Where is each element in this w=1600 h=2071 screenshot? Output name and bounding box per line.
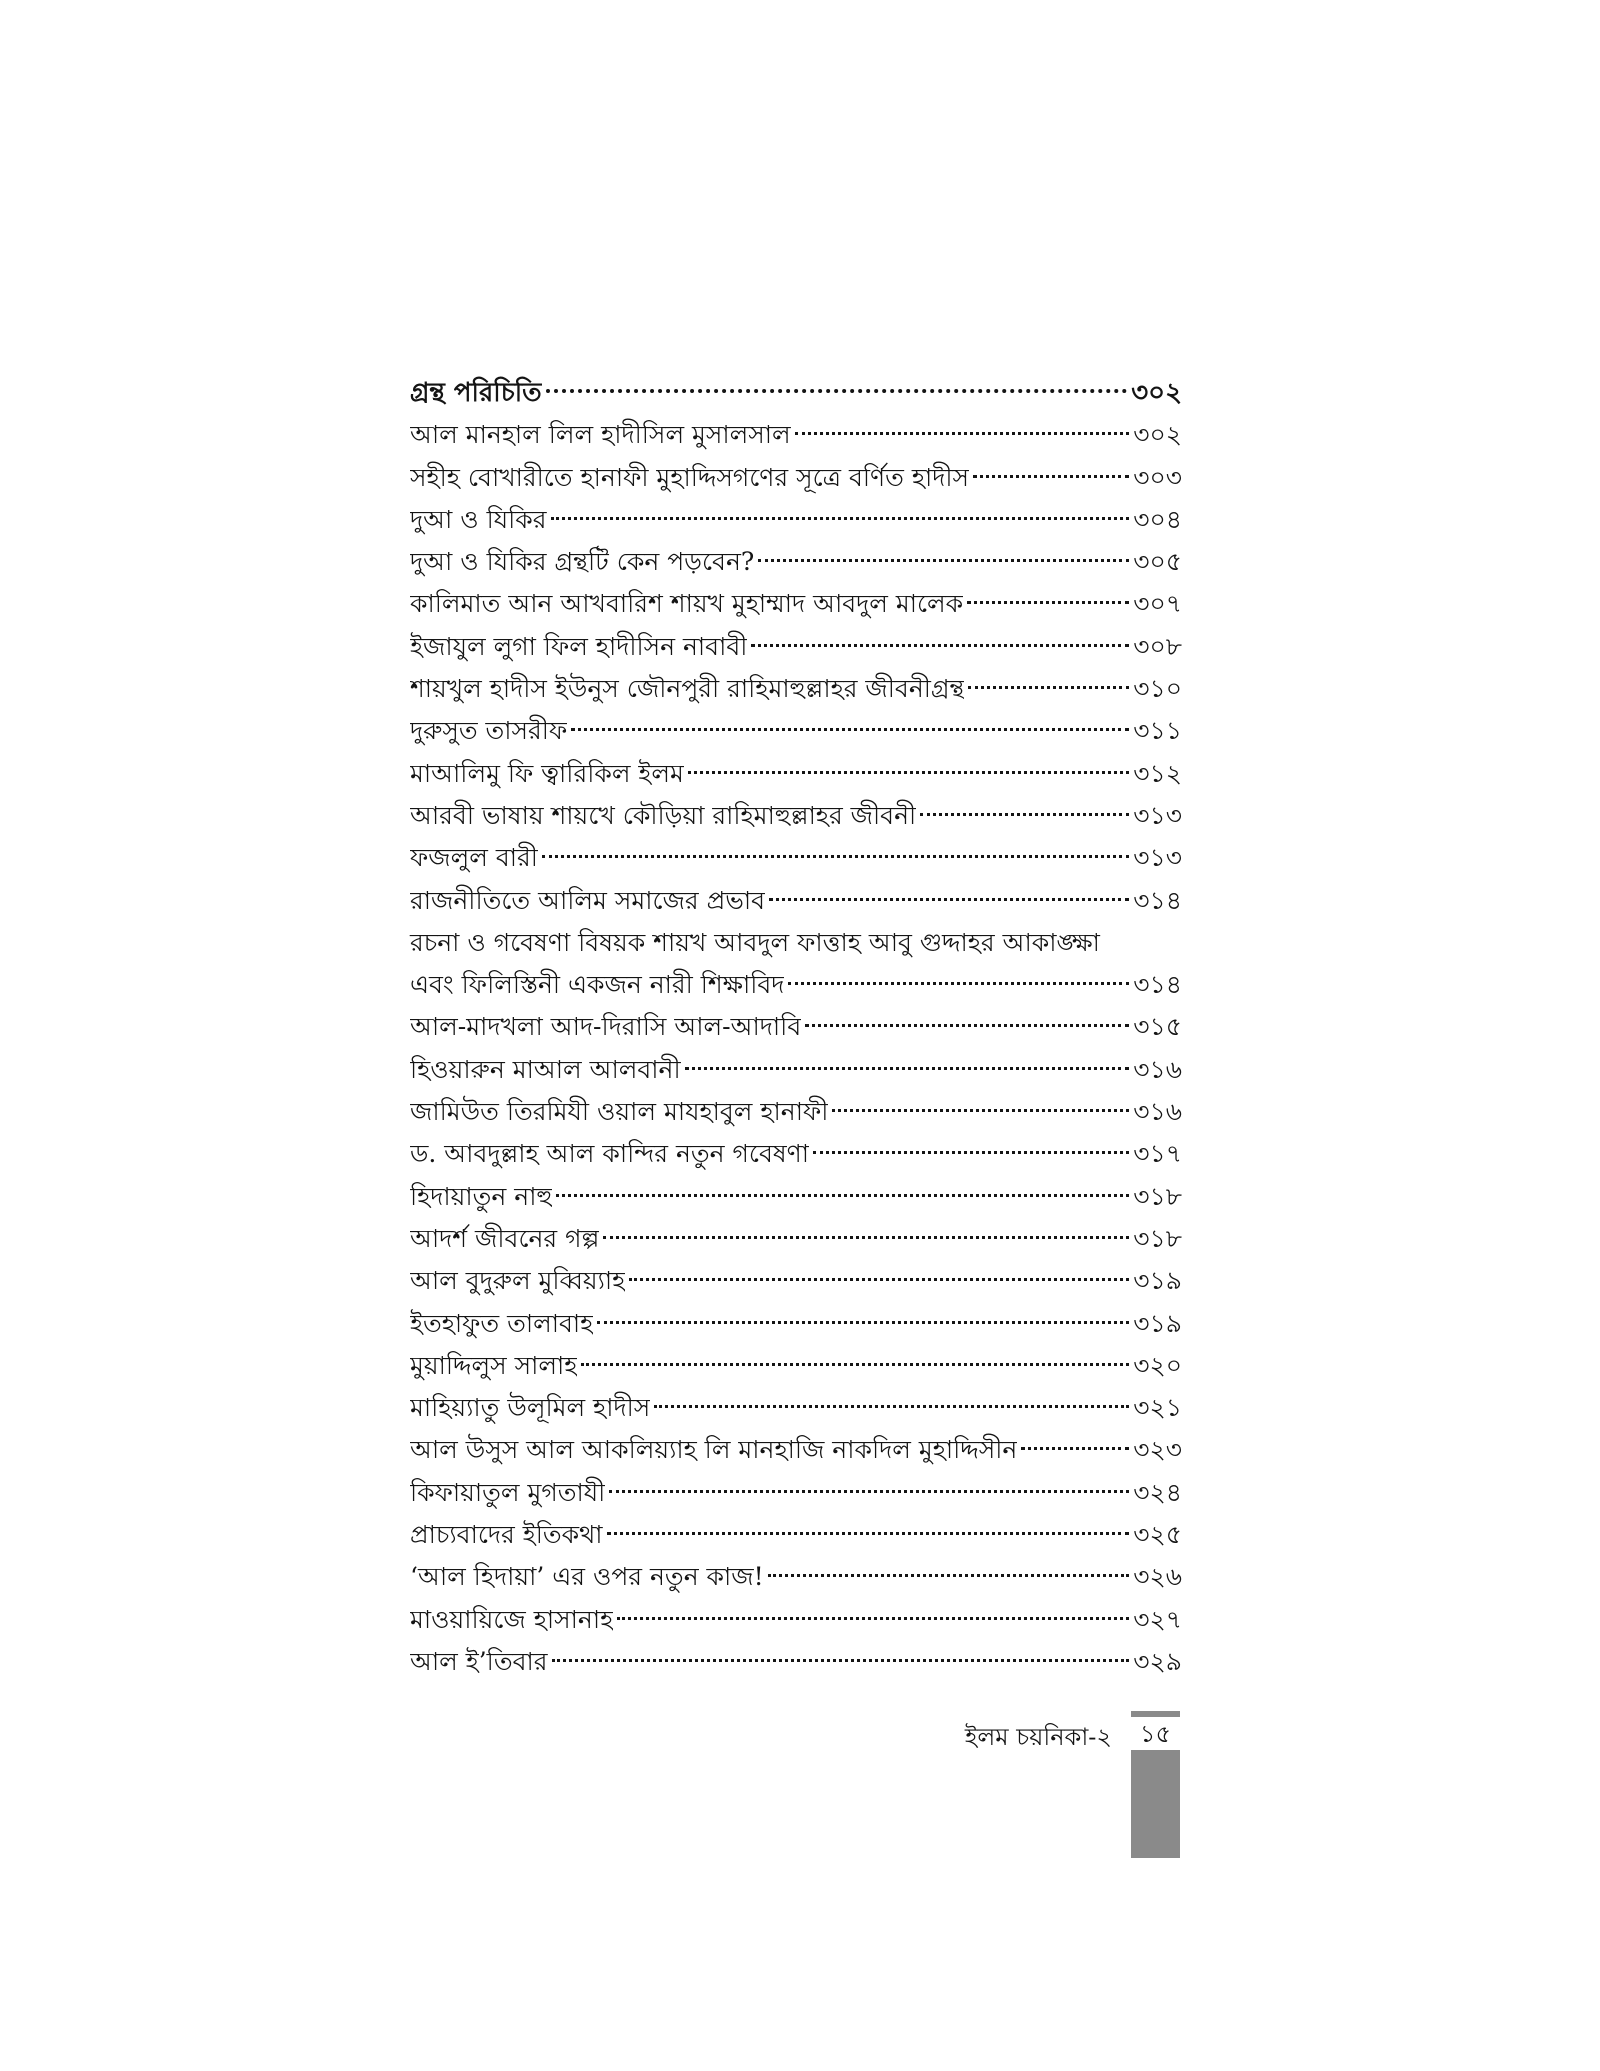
toc-entry-page: ৩১৩ xyxy=(1133,843,1182,873)
toc-entry-title: প্রাচ্যবাদের ইতিকথা xyxy=(410,1520,603,1550)
toc-leader-dots xyxy=(758,559,1129,562)
toc-section-heading xyxy=(410,372,1182,414)
toc-entry-page: ৩১০ xyxy=(1133,674,1182,704)
toc-leader-dots xyxy=(795,432,1130,435)
toc-entry-title: শায়খুল হাদীস ইউনুস জৌনপুরী রাহিমাহুল্লাহর জীবনীগ্রন্থ xyxy=(410,674,965,704)
toc-entry xyxy=(410,1472,1182,1514)
toc-entry-title: মাহিয়্যাতু উলূমিল হাদীস xyxy=(410,1393,651,1423)
toc-leader-dots xyxy=(768,1574,1130,1577)
toc-leader-dots xyxy=(581,1363,1129,1366)
toc-leader-dots xyxy=(597,1321,1129,1324)
toc-entry xyxy=(410,1176,1182,1218)
toc-entry xyxy=(410,1133,1182,1175)
toc-leader-dots xyxy=(571,728,1129,731)
toc-leader-dots xyxy=(751,644,1129,647)
toc-leader-dots xyxy=(967,601,1129,604)
toc-leader-dots xyxy=(769,898,1129,901)
toc-entry-title: আল ই’তিবার xyxy=(410,1646,548,1676)
toc-leader-dots xyxy=(973,475,1129,478)
toc-entry-page: ৩০৮ xyxy=(1133,631,1182,661)
toc-entry-first-line: রচনা ও গবেষণা বিষয়ক শায়খ আবদুল ফাত্তাহ আবু গুদ্দাহর আকাঙ্ক্ষা xyxy=(410,927,1100,957)
toc-entry xyxy=(410,1260,1182,1302)
toc-leader-dots xyxy=(920,813,1129,816)
toc-entry-page: ৩১৪ xyxy=(1133,970,1182,1000)
toc-entry xyxy=(410,1641,1182,1683)
toc-leader-dots xyxy=(552,1659,1130,1662)
toc-entry xyxy=(410,499,1182,541)
toc-entry-title: ‘আল হিদায়া’ এর ওপর নতুন কাজ! xyxy=(410,1562,764,1592)
toc-entry-title: জামিউত তিরমিযী ওয়াল মাযহাবুল হানাফী xyxy=(410,1097,829,1127)
table-of-contents xyxy=(410,372,1182,1683)
toc-entry-page: ৩২৯ xyxy=(1133,1646,1182,1676)
toc-leader-dots xyxy=(1021,1447,1129,1450)
toc-entry-page: ৩১৬ xyxy=(1133,1097,1182,1127)
running-footer-book-title: ইলম চয়নিকা-২ xyxy=(964,1723,1112,1751)
toc-entry-title: দুআ ও যিকির গ্রন্থটি কেন পড়বেন? xyxy=(410,547,755,577)
toc-leader-dots xyxy=(805,1024,1129,1027)
toc-entry-page: ৩২৭ xyxy=(1133,1604,1182,1634)
toc-entry xyxy=(410,583,1182,625)
toc-entry xyxy=(410,1556,1182,1598)
toc-entry-page: ৩১৮ xyxy=(1133,1223,1182,1253)
toc-leader-dots xyxy=(542,855,1129,858)
toc-entry-page: ৩০৫ xyxy=(1133,547,1182,577)
toc-leader-dots xyxy=(551,517,1130,520)
toc-entry xyxy=(410,880,1182,922)
toc-entry-title: রাজনীতিতে আলিম সমাজের প্রভাব xyxy=(410,885,766,915)
toc-entry-title: ইজাযুল লুগা ফিল হাদীসিন নাবাবী xyxy=(410,631,748,661)
toc-entry xyxy=(410,1218,1182,1260)
toc-entry-title: আদর্শ জীবনের গল্প xyxy=(410,1223,600,1253)
toc-entry-title: আল বুদুরুল মুব্বিয়্যাহ xyxy=(410,1266,626,1296)
toc-entry-title: মুয়াদ্দিলুস সালাহ xyxy=(410,1350,578,1380)
toc-entry-page: ৩২৩ xyxy=(1133,1435,1182,1465)
toc-entry xyxy=(410,1091,1182,1133)
toc-entry-title: সহীহ বোখারীতে হানাফী মুহাদ্দিসগণের সূত্রে বর্ণিত হাদীস xyxy=(410,462,970,492)
toc-entry-title: ড. আবদুল্লাহ আল কান্দির নতুন গবেষণা xyxy=(410,1139,810,1169)
toc-entry-title: কিফায়াতুল মুগতাযী xyxy=(410,1477,606,1507)
toc-entry-page: ৩০২ xyxy=(1133,420,1182,450)
toc-entry-page: ৩১৮ xyxy=(1133,1181,1182,1211)
toc-entry xyxy=(410,1599,1182,1641)
toc-entry xyxy=(410,837,1182,879)
toc-entry-page: ৩১২ xyxy=(1133,758,1182,788)
toc-entry xyxy=(410,710,1182,752)
toc-entry xyxy=(410,414,1182,456)
page-edge-tab xyxy=(1131,1750,1180,1858)
toc-leader-dots xyxy=(654,1405,1129,1408)
page-number: ১৫ xyxy=(1139,1720,1172,1748)
toc-entry-title: আল-মাদখলা আদ-দিরাসি আল-আদাবি xyxy=(410,1012,802,1042)
toc-entry xyxy=(410,1387,1182,1429)
toc-entry-title: মাআলিমু ফি ত্বারিকিল ইলম xyxy=(410,758,684,788)
toc-entry-page: ৩২১ xyxy=(1133,1393,1182,1423)
toc-entry xyxy=(410,457,1182,499)
toc-entry-title: ফজলুল বারী xyxy=(410,843,538,873)
toc-leader-dots xyxy=(813,1151,1129,1154)
toc-entry-page: ৩১৬ xyxy=(1133,1054,1182,1084)
toc-entry-page: ৩১৩ xyxy=(1133,800,1182,830)
toc-entry-title: এবং ফিলিস্তিনী একজন নারী শিক্ষাবিদ xyxy=(410,970,785,1000)
toc-entry-page: ৩১৭ xyxy=(1133,1139,1182,1169)
page-number-tab-cap xyxy=(1131,1711,1180,1717)
toc-leader-dots xyxy=(968,686,1129,689)
toc-entry-title: আল উসুস আল আকলিয়্যাহ লি মানহাজি নাকদিল মুহাদ্দিসীন xyxy=(410,1435,1018,1465)
toc-entry-title: ইতহাফুত তালাবাহ xyxy=(410,1308,594,1338)
toc-entry xyxy=(410,1345,1182,1387)
toc-entry-title: দুরুসুত তাসরীফ xyxy=(410,716,568,746)
toc-entry-title: আরবী ভাষায় শায়খে কৌড়িয়া রাহিমাহুল্লাহর জীবনী xyxy=(410,800,917,830)
toc-entry-page: ৩১৫ xyxy=(1133,1012,1182,1042)
toc-entry-page: ৩২০ xyxy=(1133,1350,1182,1380)
toc-entry-page: ৩১৪ xyxy=(1133,885,1182,915)
toc-entry xyxy=(410,964,1182,1006)
toc-entry-page: ৩০৩ xyxy=(1133,462,1182,492)
toc-leader-dots xyxy=(546,389,1128,393)
toc-heading-page: ৩০২ xyxy=(1131,378,1182,408)
toc-heading-title: গ্রন্থ পরিচিতি xyxy=(410,378,542,408)
toc-entry xyxy=(410,1303,1182,1345)
toc-leader-dots xyxy=(607,1532,1130,1535)
toc-entry-title: হিদায়াতুন নাহু xyxy=(410,1181,553,1211)
toc-leader-dots xyxy=(617,1617,1129,1620)
toc-entry-page: ৩২৪ xyxy=(1133,1477,1182,1507)
toc-leader-dots xyxy=(688,771,1129,774)
toc-entry xyxy=(410,1514,1182,1556)
toc-entry-page: ৩২৬ xyxy=(1133,1562,1182,1592)
toc-leader-dots xyxy=(603,1236,1129,1239)
toc-entry xyxy=(410,668,1182,710)
toc-entry xyxy=(410,626,1182,668)
toc-entry xyxy=(410,1049,1182,1091)
toc-entry-title: দুআ ও যিকির xyxy=(410,504,547,534)
toc-leader-dots xyxy=(788,982,1129,985)
toc-entry-title: হিওয়ারুন মাআল আলবানী xyxy=(410,1054,681,1084)
toc-entry xyxy=(410,795,1182,837)
toc-leader-dots xyxy=(609,1490,1129,1493)
toc-entry-page: ৩১৯ xyxy=(1133,1266,1182,1296)
toc-leader-dots xyxy=(832,1109,1129,1112)
toc-leader-dots xyxy=(629,1278,1129,1281)
toc-entry xyxy=(410,1006,1182,1048)
toc-entry xyxy=(410,541,1182,583)
toc-entry-page: ৩১৯ xyxy=(1133,1308,1182,1338)
toc-leader-dots xyxy=(685,1067,1130,1070)
toc-entry-title: কালিমাত আন আখবারিশ শায়খ মুহাম্মাদ আবদুল মালেক xyxy=(410,589,964,619)
toc-entry xyxy=(410,753,1182,795)
toc-entry-title: আল মানহাল লিল হাদীসিল মুসালসাল xyxy=(410,420,791,450)
toc-entry-page: ৩০৪ xyxy=(1133,504,1182,534)
toc-entry xyxy=(410,1429,1182,1471)
toc-entry-title: মাওয়ায়িজে হাসানাহ xyxy=(410,1604,614,1634)
toc-entry-page: ৩২৫ xyxy=(1133,1520,1182,1550)
toc-leader-dots xyxy=(556,1194,1129,1197)
toc-entry-page: ৩১১ xyxy=(1133,716,1182,746)
toc-entry-page: ৩০৭ xyxy=(1133,589,1182,619)
